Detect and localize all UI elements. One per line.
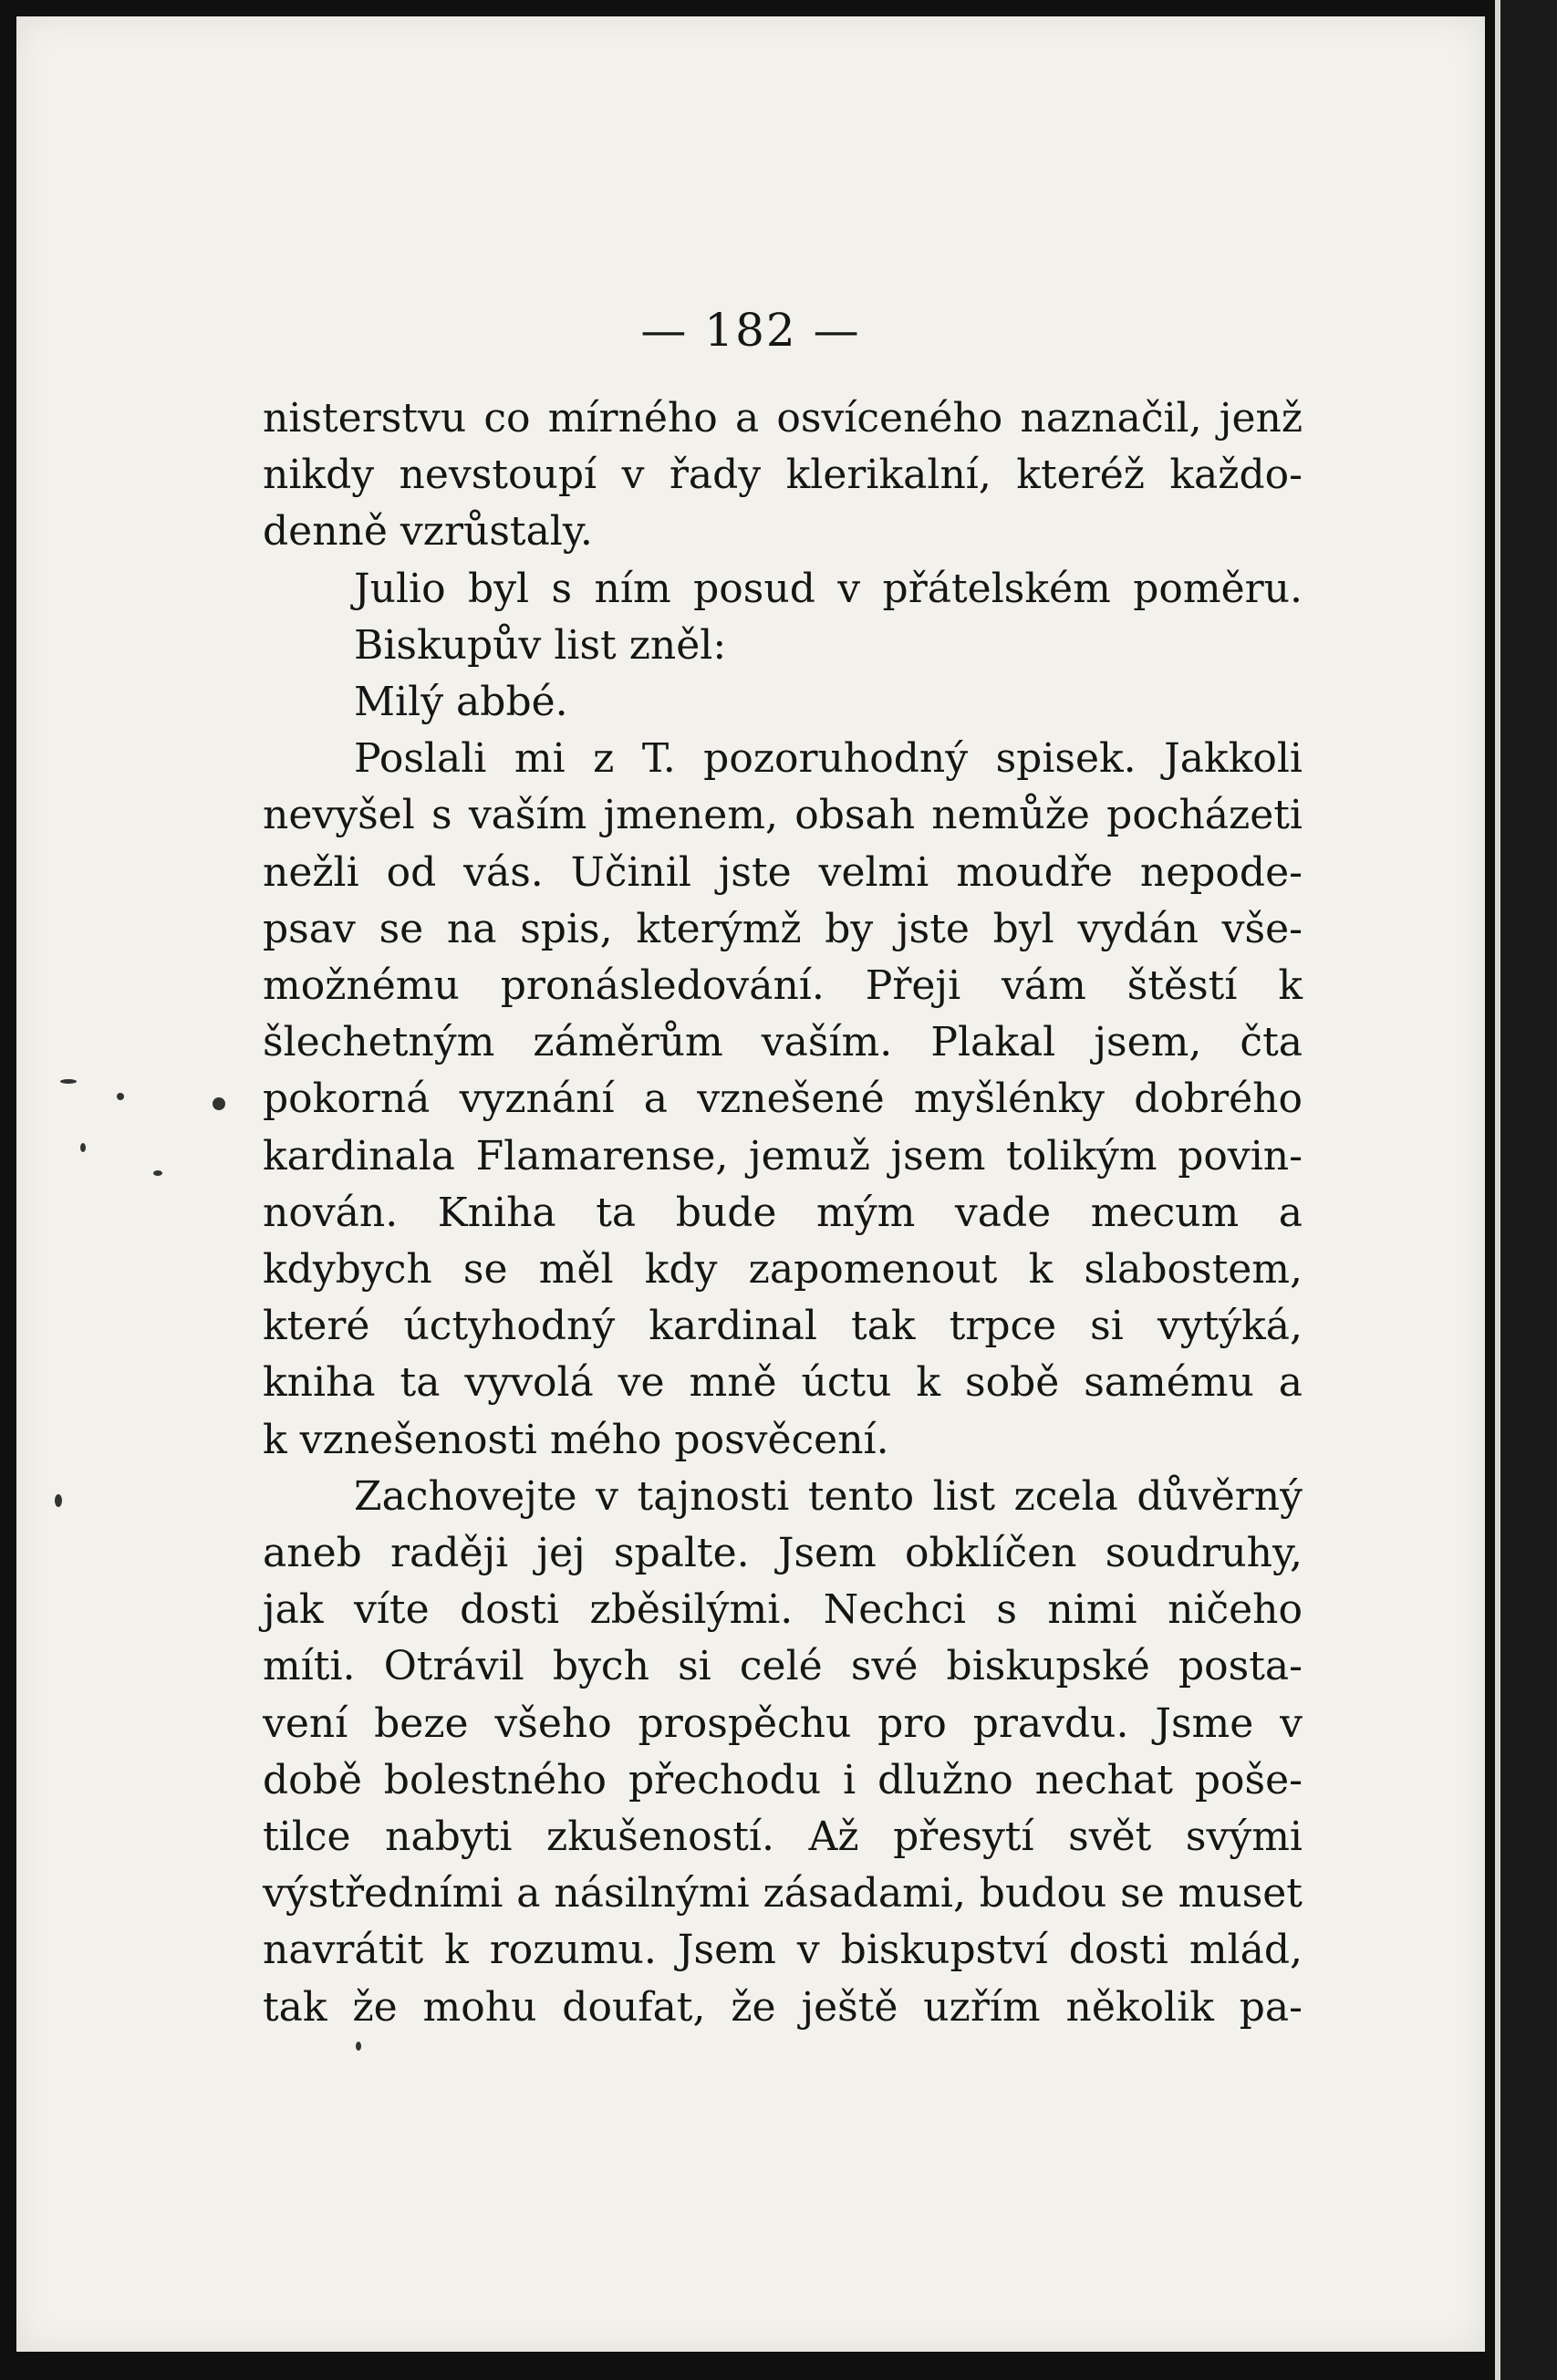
text-line: které úctyhodný kardinal tak trpce si vytýká, — [263, 1303, 1303, 1350]
text-line: době bolestného přechodu i dlužno nechat poše- — [263, 1756, 1303, 1803]
text-line: k vznešenosti mého posvěcení. — [263, 1416, 889, 1463]
scan-speck — [153, 1170, 162, 1176]
scan-edge-strip — [1495, 0, 1557, 2380]
text-line: Poslali mi z T. pozoruhodný spisek. Jakkoli — [354, 735, 1303, 783]
text-line: jak víte dosti zběsilými. Nechci s nimi ničeho — [263, 1586, 1303, 1634]
text-line: tak že mohu doufat, že ještě uzřím několik pa- — [263, 1983, 1303, 2031]
text-line: nován. Kniha ta bude mým vade mecum a — [263, 1189, 1303, 1236]
book-page — [16, 16, 1485, 2352]
text-line: kardinala Flamarense, jemuž jsem tolikým povin- — [263, 1132, 1303, 1180]
text-line: možnému pronásledování. Přeji vám štěstí k — [263, 962, 1303, 1010]
text-line: aneb raději jej spalte. Jsem obklíčen soudruhy, — [263, 1530, 1303, 1577]
text-line: nežli od vás. Učinil jste velmi moudře nepode- — [263, 848, 1303, 896]
body-text — [263, 390, 1303, 2036]
text-line: Biskupův list zněl: — [354, 621, 727, 669]
text-line: pokorná vyznání a vznešené myšlénky dobrého — [263, 1076, 1303, 1123]
text-line: Julio byl s ním posud v přátelském poměru. — [354, 565, 1303, 612]
text-line: tilce nabyti zkušeností. Až přesytí svět svými — [263, 1814, 1303, 1861]
scan-speck — [55, 1494, 62, 1507]
text-line: nisterstvu co mírného a osvíceného naznačil, jenž — [263, 395, 1303, 442]
text-line: Zachovejte v tajnosti tento list zcela důvěrný — [354, 1472, 1303, 1520]
text-line: psav se na spis, kterýmž by jste byl vydán vše- — [263, 905, 1303, 952]
text-line: nikdy nevstoupí v řady klerikalní, kteréž každo- — [263, 452, 1303, 499]
page-number: — 182 — — [640, 304, 861, 357]
text-line: denně vzrůstaly. — [263, 508, 593, 556]
scan-speck — [60, 1079, 77, 1084]
text-line: míti. Otrávil bych si celé své biskupské posta- — [263, 1643, 1303, 1690]
text-line: výstředními a násilnými zásadami, budou se muset — [263, 1870, 1303, 1918]
text-line: nevyšel s vaším jmenem, obsah nemůže pocházeti — [263, 792, 1303, 839]
text-line: šlechetným záměrům vaším. Plakal jsem, čta — [263, 1019, 1303, 1066]
text-line: vení beze všeho prospěchu pro pravdu. Jsme v — [263, 1699, 1303, 1747]
scan-speck — [80, 1143, 86, 1152]
text-line: kdybych se měl kdy zapomenout k slabostem, — [263, 1246, 1303, 1294]
scan-speck — [213, 1097, 225, 1110]
text-line: navrátit k rozumu. Jsem v biskupství dosti mlád, — [263, 1927, 1303, 1974]
text-line: Milý abbé. — [354, 679, 568, 726]
text-line: kniha ta vyvolá ve mně úctu k sobě samému a — [263, 1359, 1303, 1407]
scan-speck — [356, 2042, 361, 2051]
scan-speck — [117, 1093, 124, 1100]
